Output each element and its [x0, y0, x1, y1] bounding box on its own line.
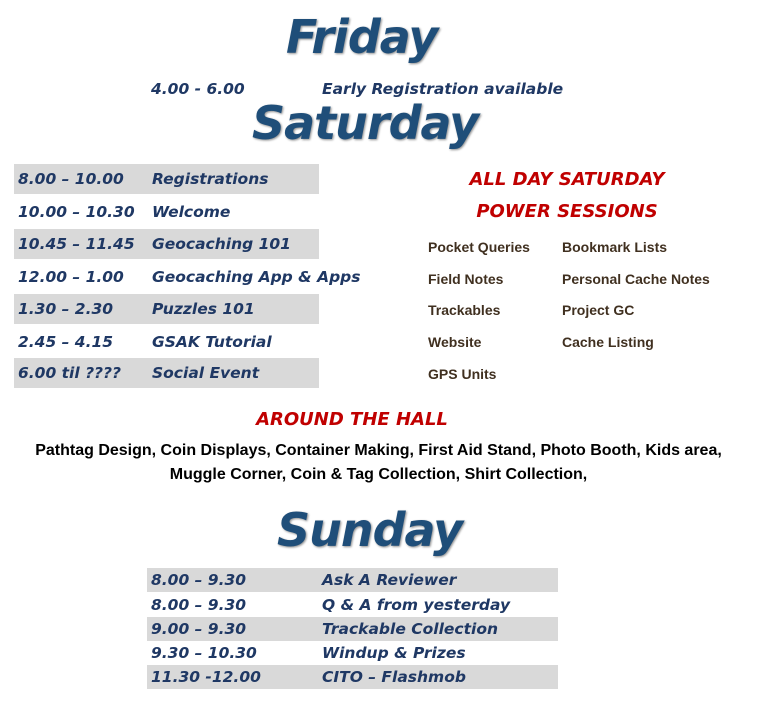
schedule-row: [14, 294, 319, 324]
schedule-time: 11.30 -12.00: [151, 668, 261, 686]
power-session-item: GPS Units: [428, 366, 497, 382]
schedule-time: 8.00 – 10.00: [18, 170, 124, 188]
power-session-item: Project GC: [562, 302, 635, 318]
schedule-row: [147, 593, 558, 617]
schedule-time: 6.00 til ????: [18, 364, 122, 382]
saturday-title: Saturday: [252, 96, 479, 150]
schedule-time: 1.30 – 2.30: [18, 300, 114, 318]
power-session-item: Trackables: [428, 302, 501, 318]
schedule-event: Social Event: [152, 364, 260, 382]
schedule-row: [147, 665, 558, 689]
power-heading-sessions: POWER SESSIONS: [476, 201, 658, 222]
schedule-time: 2.45 – 4.15: [18, 333, 114, 351]
schedule-event: Trackable Collection: [322, 620, 499, 638]
schedule-time: 10.45 – 11.45: [18, 235, 135, 253]
schedule-event: Q & A from yesterday: [322, 596, 511, 614]
schedule-row: [147, 641, 558, 665]
schedule-row: [147, 568, 558, 592]
hall-attractions-line-1: Pathtag Design, Coin Displays, Container Making, First Aid Stand, Photo Booth, Kids area,: [35, 442, 722, 459]
power-session-item: Pocket Queries: [428, 239, 530, 255]
schedule-event: Geocaching App & Apps: [152, 268, 361, 286]
schedule-time: 12.00 – 1.00: [18, 268, 124, 286]
power-session-item: Website: [428, 334, 482, 350]
friday-event: Early Registration available: [322, 80, 564, 98]
schedule-time: 9.30 – 10.30: [151, 644, 257, 662]
schedule-row: [14, 197, 344, 227]
schedule-event: Registrations: [152, 170, 269, 188]
power-session-item: Personal Cache Notes: [562, 271, 710, 287]
friday-time: 4.00 - 6.00: [151, 80, 245, 98]
hall-heading: AROUND THE HALL: [256, 409, 448, 430]
schedule-event: Puzzles 101: [152, 300, 255, 318]
schedule-event: Geocaching 101: [152, 235, 291, 253]
schedule-event: Welcome: [152, 203, 231, 221]
friday-title: Friday: [286, 10, 438, 64]
schedule-time: 9.00 – 9.30: [151, 620, 247, 638]
power-session-item: Bookmark Lists: [562, 239, 668, 255]
schedule-row: [14, 327, 319, 357]
schedule-event: CITO – Flashmob: [322, 668, 466, 686]
power-session-item: Field Notes: [428, 271, 504, 287]
hall-attractions-line-2: Muggle Corner, Coin & Tag Collection, Shirt Collection,: [169, 466, 588, 483]
power-heading-all-day: ALL DAY SATURDAY: [469, 169, 665, 190]
schedule-row: [14, 164, 319, 194]
schedule-row: [14, 262, 361, 292]
schedule-time: 8.00 – 9.30: [151, 571, 247, 589]
schedule-event: Windup & Prizes: [322, 644, 466, 662]
schedule-time: 8.00 – 9.30: [151, 596, 247, 614]
schedule-row: [14, 229, 319, 259]
schedule-event: Ask A Reviewer: [322, 571, 457, 589]
sunday-title: Sunday: [277, 503, 463, 557]
schedule-row: [14, 358, 319, 388]
schedule-time: 10.00 – 10.30: [18, 203, 135, 221]
schedule-event: GSAK Tutorial: [152, 333, 272, 351]
schedule-row: [147, 617, 558, 641]
power-session-item: Cache Listing: [562, 334, 654, 350]
